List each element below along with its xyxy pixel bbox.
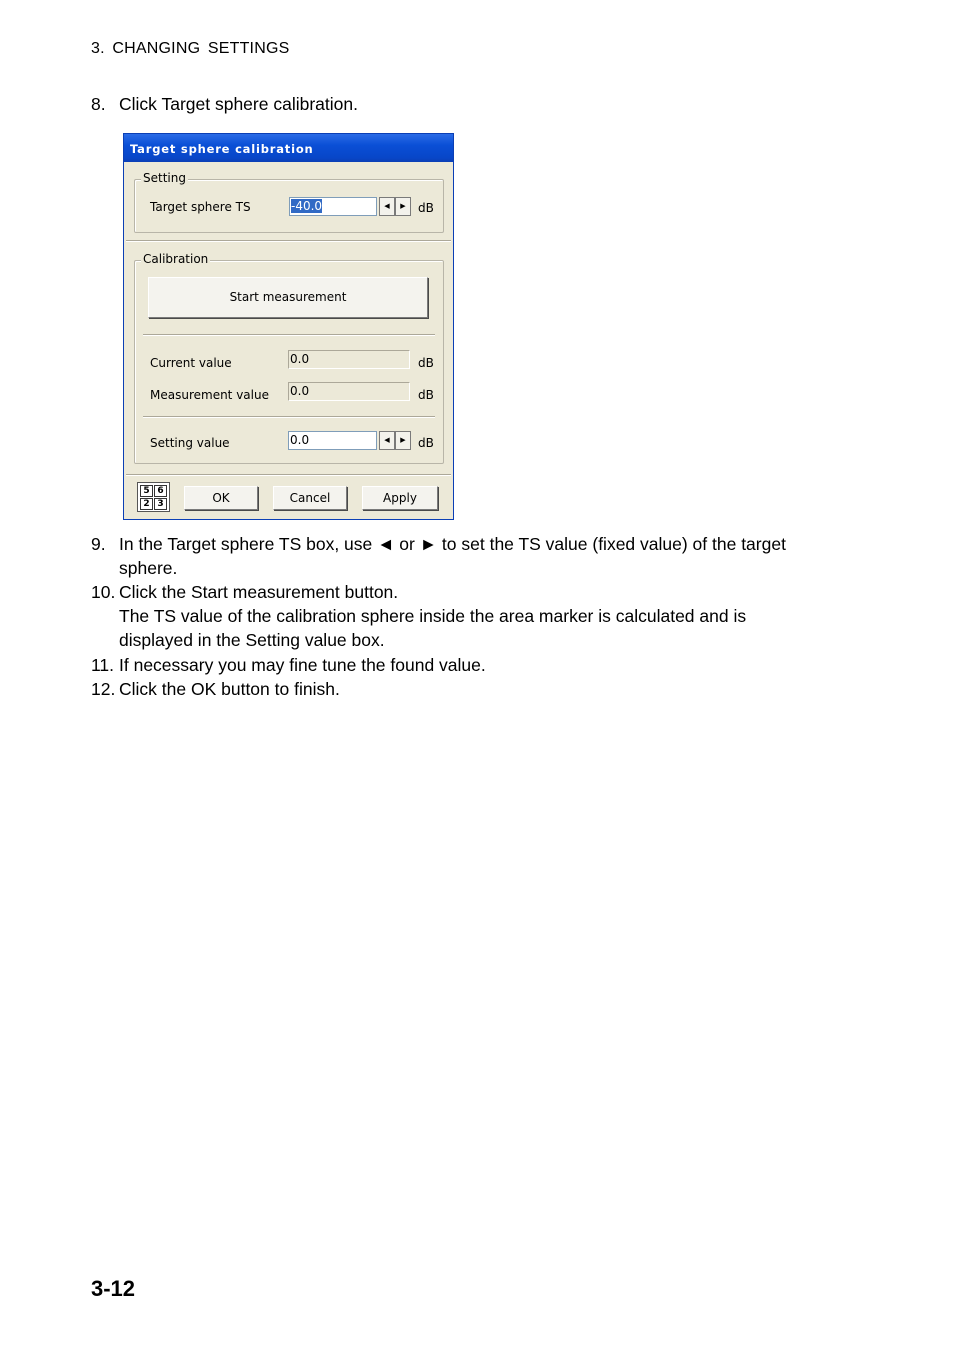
calibration-group [134, 252, 444, 464]
start-measurement-button[interactable]: Start measurement [148, 277, 428, 318]
measurement-value-label: Measurement value [150, 388, 269, 402]
step-text: sphere. [119, 558, 178, 578]
calibration-group-label: Calibration [143, 252, 209, 266]
setting-value-unit: dB [418, 436, 434, 450]
step-text: displayed in the Setting value box. [119, 630, 385, 650]
step-number: 9. [91, 534, 106, 554]
decrease-arrow-icon[interactable]: ◀ [379, 431, 395, 450]
step-text: If necessary you may fine tune the found value. [119, 655, 486, 675]
dialog-title: Target sphere calibration [124, 134, 453, 162]
increase-arrow-icon[interactable]: ▶ [395, 431, 411, 450]
step-text: In the Target sphere TS box, use ◄ or ► to set the TS value (fixed value) of the target [119, 534, 786, 554]
step-number: 12. [91, 679, 116, 699]
setting-value-label: Setting value [150, 436, 230, 450]
step-text: Click the OK button to finish. [119, 679, 340, 699]
setting-value-input[interactable]: 0.0 [288, 431, 377, 450]
setting-group [134, 171, 444, 233]
increase-arrow-icon[interactable]: ▶ [395, 197, 411, 216]
cancel-button[interactable]: Cancel [273, 486, 347, 510]
target-ts-label: Target sphere TS [150, 200, 251, 214]
target-sphere-calibration-dialog [123, 133, 454, 520]
section-header: 3. CHANGING SETTINGS [91, 40, 290, 57]
measurement-value-unit: dB [418, 388, 434, 402]
decrease-arrow-icon[interactable]: ◀ [379, 197, 395, 216]
current-value-label: Current value [150, 356, 232, 370]
step-number: 8. [91, 94, 106, 114]
divider [143, 334, 435, 336]
target-ts-unit: dB [418, 201, 434, 215]
step-number: 10. [91, 582, 116, 602]
divider [126, 240, 451, 242]
current-value-field: 0.0 [288, 350, 410, 369]
ok-button[interactable]: OK [184, 486, 258, 510]
setting-group-label: Setting [143, 171, 186, 185]
target-ts-spinner[interactable] [379, 197, 411, 216]
apply-button[interactable]: Apply [362, 486, 438, 510]
current-value-unit: dB [418, 356, 434, 370]
numeric-keypad-icon[interactable]: 5 6 2 3 [137, 482, 170, 512]
page-number: 3-12 [91, 1276, 136, 1301]
step-text: Click the Start measurement button. [119, 582, 399, 602]
target-ts-input[interactable]: -40.0 [289, 197, 377, 216]
divider [126, 474, 451, 476]
measurement-value-field: 0.0 [288, 382, 410, 401]
setting-value-spinner[interactable] [379, 431, 411, 450]
divider [143, 416, 435, 418]
step-text: The TS value of the calibration sphere inside the area marker is calculated and is [119, 606, 747, 626]
step-text: Click Target sphere calibration. [119, 94, 358, 114]
step-number: 11. [91, 655, 115, 675]
